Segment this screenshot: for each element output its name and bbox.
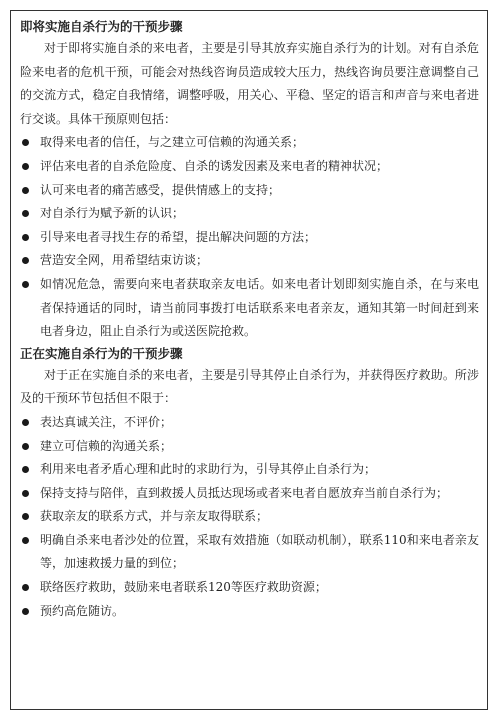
list-item-text: 取得来电者的信任，与之建立可信赖的沟通关系； bbox=[40, 135, 305, 150]
bullet-icon bbox=[22, 490, 29, 497]
list-item-text: 引导来电者寻找生存的希望，提出解决问题的方法； bbox=[40, 229, 317, 244]
bullet-icon bbox=[22, 163, 29, 170]
list-item-text: 预约高危随访。 bbox=[40, 603, 125, 618]
list-item-text: 认可来电者的痛苦感受，提供情感上的支持； bbox=[40, 182, 281, 197]
list-item-text: 表达真诚关注，不评价； bbox=[40, 414, 173, 429]
section-intro: 对于即将实施自杀的来电者，主要是引导其放弃实施自杀行为的计划。对有自杀危险来电者的危机干预，可能会对热线咨询员造成较大压力，热线咨询员要注意调整自己的交流方式，稳定自我情绪，调整呼吸，用关心、平稳、坚定的语言和声音与来电者进行交谈。具体干预原则包括： bbox=[20, 41, 479, 126]
section-title: 即将实施自杀行为的干预步骤 bbox=[20, 19, 183, 34]
document-frame bbox=[10, 10, 488, 710]
list-item bbox=[20, 505, 479, 529]
bullet-icon bbox=[22, 443, 29, 450]
list-item-text: 评估来电者的自杀危险度、自杀的诱发因素及来电者的精神状况； bbox=[40, 158, 389, 173]
bullet-icon bbox=[22, 537, 29, 544]
bullet-icon bbox=[22, 584, 29, 591]
list-item bbox=[20, 458, 479, 482]
bullet-icon bbox=[22, 419, 29, 426]
bullet-icon bbox=[22, 187, 29, 194]
list-item bbox=[20, 411, 479, 435]
list-item bbox=[20, 155, 479, 179]
list-item-text: 联络医疗救助，鼓励来电者联系120等医疗救助资源； bbox=[40, 580, 327, 595]
list-item bbox=[20, 576, 479, 600]
section-title: 正在实施自杀行为的干预步骤 bbox=[20, 345, 183, 361]
bullet-icon bbox=[22, 210, 29, 217]
list-item-text: 建立可信赖的沟通关系； bbox=[40, 438, 173, 453]
list-item bbox=[20, 179, 479, 203]
list-item-text: 明确自杀来电者沙处的位置，采取有效措施（如联动机制），联系110和来电者亲友等，加速救援力量的到位； bbox=[40, 532, 479, 571]
list-item-text: 利用来电者矛盾心理和此时的求助行为，引导其停止自杀行为； bbox=[40, 462, 377, 477]
section-intro: 对于正在实施自杀的来电者，主要是引导其停止自杀行为，并获得医疗救助。所涉及的干预环节包括但不限于： bbox=[20, 367, 479, 406]
list-item bbox=[20, 226, 479, 250]
list-item bbox=[20, 202, 479, 226]
bullet-icon bbox=[22, 281, 29, 288]
list-item-text: 对自杀行为赋予新的认识； bbox=[40, 206, 185, 221]
list-item bbox=[20, 482, 479, 506]
list-item-text: 保持支持与陪伴，直到救援人员抵达现场或者来电者自愿放弃当前自杀行为； bbox=[40, 485, 449, 500]
list-item-text: 获取亲友的联系方式，并与亲友取得联系； bbox=[40, 509, 269, 524]
bullet-icon bbox=[22, 139, 29, 146]
bullet-icon bbox=[22, 257, 29, 264]
list-item-text: 如情况危急，需要向来电者获取亲友电话。如来电者计划即刻实施自杀，在与来电者保持通话的同时，请当前同事拨打电话联系来电者亲友，通知其第一时间赶到来电者身边，阻止自杀行为或送医院抢救。 bbox=[40, 276, 479, 339]
bullet-icon bbox=[22, 234, 29, 241]
bullet-icon bbox=[22, 466, 29, 473]
list-item bbox=[20, 435, 479, 459]
bullet-list bbox=[20, 411, 479, 623]
list-item bbox=[20, 131, 479, 155]
bullet-icon bbox=[22, 513, 29, 520]
list-item bbox=[20, 529, 479, 576]
list-item bbox=[20, 273, 479, 344]
bullet-list bbox=[20, 131, 479, 343]
list-item bbox=[20, 249, 479, 273]
list-item bbox=[20, 600, 479, 624]
list-item-text: 营造安全网，用希望结束访谈； bbox=[40, 253, 209, 268]
bullet-icon bbox=[22, 608, 29, 615]
